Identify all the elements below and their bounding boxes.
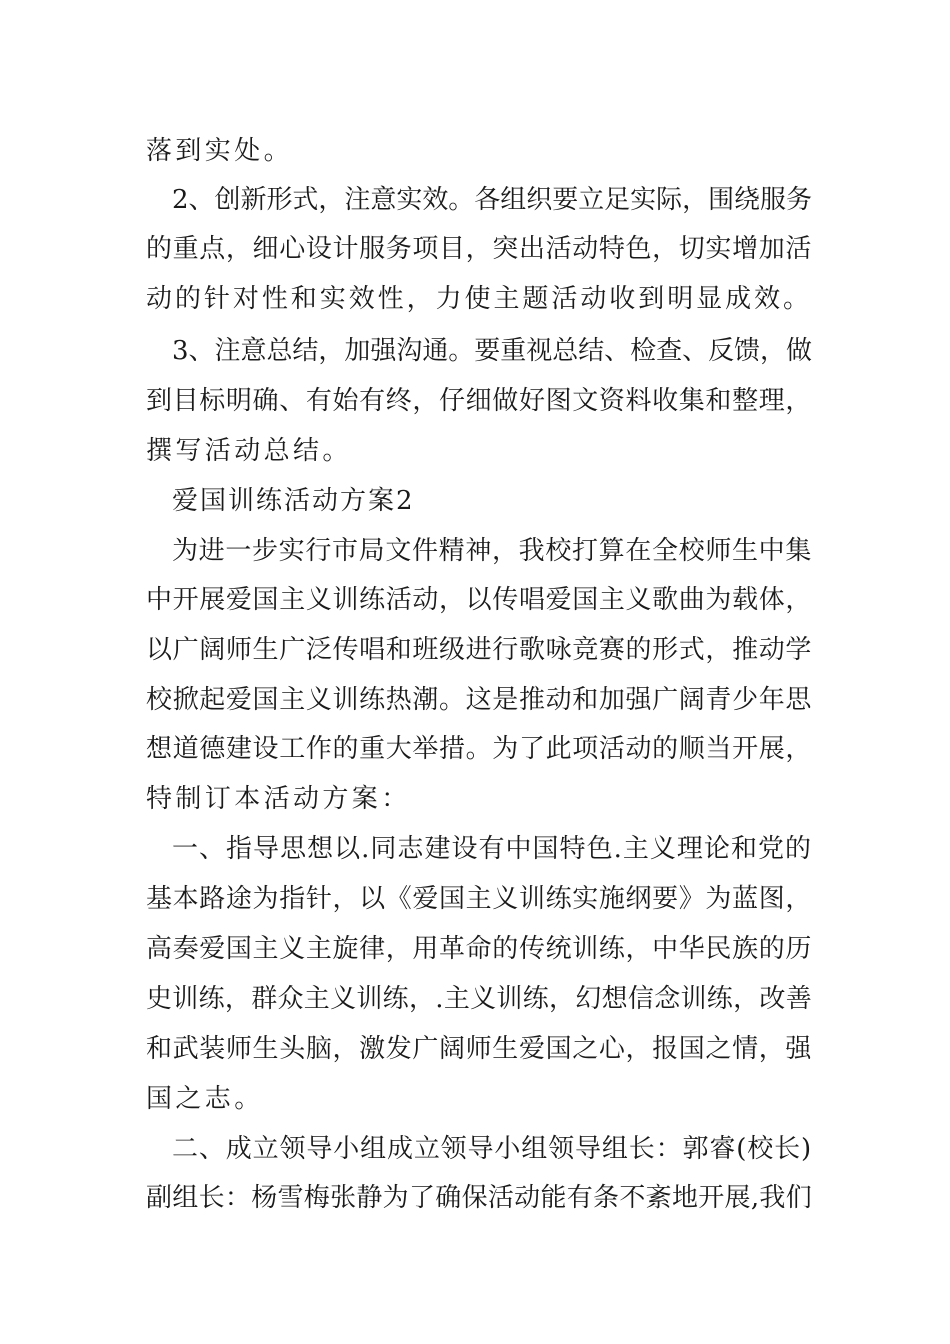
- text-line: 的重点，细心设计服务项目，突出活动特色，切实增加活: [146, 234, 812, 264]
- text-line: 撰写活动总结。: [146, 436, 352, 466]
- text-line: 想道德建设工作的重大举措。为了此项活动的顺当开展，: [146, 734, 812, 764]
- text-line: 3、注意总结，加强沟通。要重视总结、检查、反馈，做: [172, 336, 812, 366]
- text-line: 史训练，群众主义训练，.主义训练，幻想信念训练，改善: [146, 984, 812, 1014]
- text-line: 特制订本活动方案：: [146, 784, 411, 814]
- section-heading: 爱国训练活动方案2: [172, 486, 415, 516]
- text-line: 和武装师生头脑，激发广阔师生爱国之心，报国之情，强: [146, 1034, 812, 1064]
- text-line: 落到实处。: [146, 136, 294, 166]
- text-line: 到目标明确、有始有终，仔细做好图文资料收集和整理，: [146, 386, 812, 416]
- text-line: 以广阔师生广泛传唱和班级进行歌咏竞赛的形式，推动学: [146, 635, 812, 665]
- text-line: 二、成立领导小组成立领导小组领导组长：郭睿(校长): [172, 1134, 812, 1164]
- text-line: 国之志。: [146, 1084, 264, 1114]
- text-line: 为进一步实行市局文件精神，我校打算在全校师生中集: [172, 536, 812, 566]
- text-line: 动的针对性和实效性，力使主题活动收到明显成效。: [146, 284, 812, 314]
- text-line: 高奏爱国主义主旋律，用革命的传统训练，中华民族的历: [146, 934, 812, 964]
- text-line: 2、创新形式，注意实效。各组织要立足实际，围绕服务: [172, 185, 812, 215]
- text-line: 中开展爱国主义训练活动，以传唱爱国主义歌曲为载体，: [146, 585, 812, 615]
- text-line: 一、指导思想以.同志建设有中国特色.主义理论和党的: [172, 834, 812, 864]
- text-line: 校掀起爱国主义训练热潮。这是推动和加强广阔青少年思: [146, 685, 812, 715]
- text-line: 基本路途为指针，以《爱国主义训练实施纲要》为蓝图，: [146, 884, 812, 914]
- text-line: 副组长：杨雪梅张静为了确保活动能有条不紊地开展,我们: [146, 1183, 812, 1213]
